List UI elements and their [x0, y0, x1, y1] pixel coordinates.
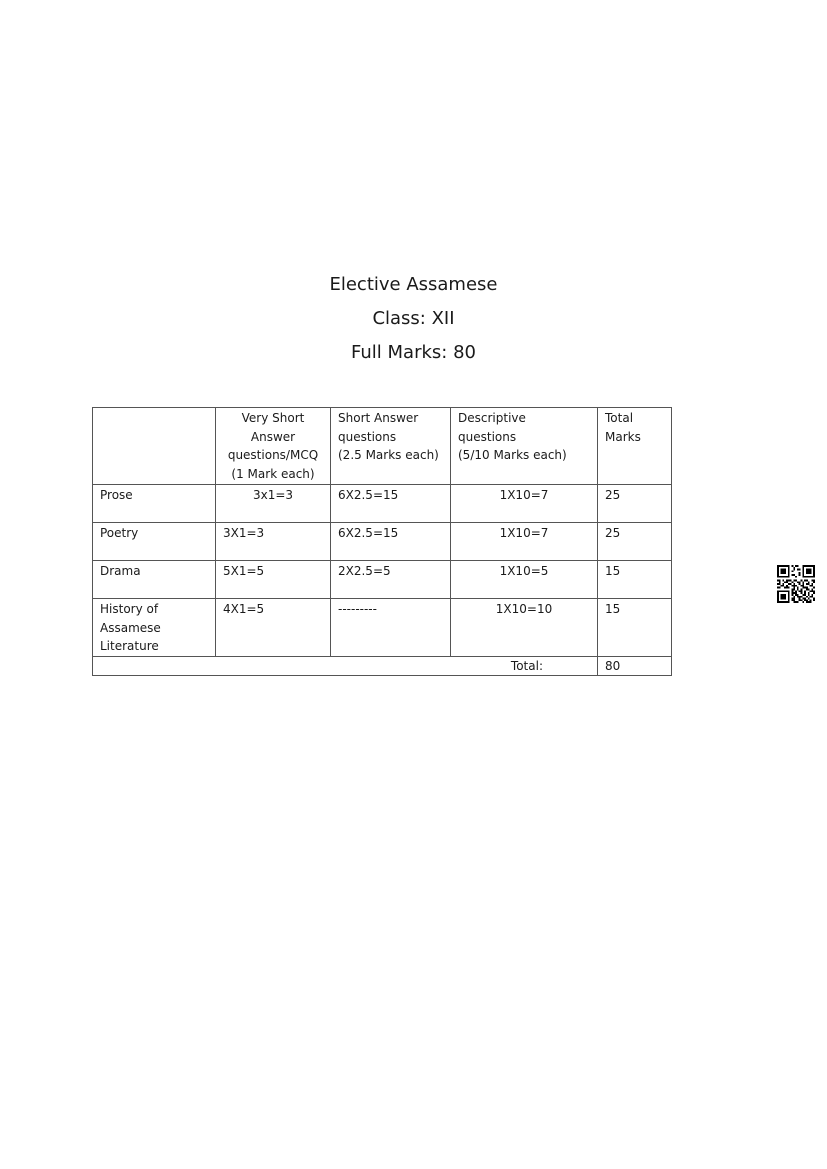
section-line: Assamese — [100, 620, 161, 635]
table-row — [93, 561, 672, 599]
header-descriptive — [451, 408, 598, 485]
header-very-short — [216, 408, 331, 485]
header-line: Descriptive — [458, 411, 526, 425]
descriptive-cell: 1X10=5 — [451, 561, 598, 599]
header-line: Total — [605, 411, 634, 425]
total-cell: 25 — [598, 485, 672, 523]
very-short-cell: 4X1=5 — [216, 599, 331, 657]
descriptive-cell: 1X10=7 — [451, 485, 598, 523]
total-cell: 25 — [598, 523, 672, 561]
header-line: questions — [458, 429, 517, 444]
header-line: Answer — [250, 429, 296, 444]
header-line: (5/10 Marks each) — [458, 448, 567, 462]
qr-code-icon — [777, 564, 815, 604]
header-line: Marks — [605, 429, 641, 444]
header-line: questions — [338, 429, 397, 444]
table-total-row — [93, 656, 672, 675]
section-cell: Prose — [93, 485, 216, 523]
header-short-answer — [331, 408, 451, 485]
very-short-cell: 3X1=3 — [216, 523, 331, 561]
total-label: Total: — [93, 656, 598, 675]
section-cell — [93, 599, 216, 657]
full-marks-line: Full Marks: 80 — [351, 342, 476, 363]
header-line: Short Answer — [338, 411, 419, 425]
table-row — [93, 599, 672, 657]
table-row — [93, 485, 672, 523]
header-line: (2.5 Marks each) — [338, 448, 439, 462]
section-line: Literature — [100, 639, 159, 653]
class-line: Class: XII — [372, 308, 455, 329]
total-cell: 15 — [598, 599, 672, 657]
header-line: questions/MCQ — [227, 448, 319, 462]
descriptive-cell: 1X10=7 — [451, 523, 598, 561]
short-cell: 6X2.5=15 — [331, 523, 451, 561]
header-line: Very Short — [241, 411, 305, 425]
short-cell: --------- — [331, 599, 451, 657]
section-line: History of — [100, 602, 159, 616]
short-cell: 2X2.5=5 — [331, 561, 451, 599]
section-cell: Poetry — [93, 523, 216, 561]
table-header-row — [93, 408, 672, 485]
total-value: 80 — [598, 656, 672, 675]
header-total-marks — [598, 408, 672, 485]
table-row — [93, 523, 672, 561]
header-line: (1 Mark each) — [231, 466, 315, 481]
document-title: Elective Assamese — [329, 274, 498, 295]
total-cell: 15 — [598, 561, 672, 599]
short-cell: 6X2.5=15 — [331, 485, 451, 523]
header-blank-cell — [93, 408, 216, 485]
section-cell: Drama — [93, 561, 216, 599]
very-short-cell: 5X1=5 — [216, 561, 331, 599]
very-short-cell: 3x1=3 — [216, 485, 331, 523]
marks-distribution-table — [92, 407, 672, 676]
descriptive-cell: 1X10=10 — [451, 599, 598, 657]
